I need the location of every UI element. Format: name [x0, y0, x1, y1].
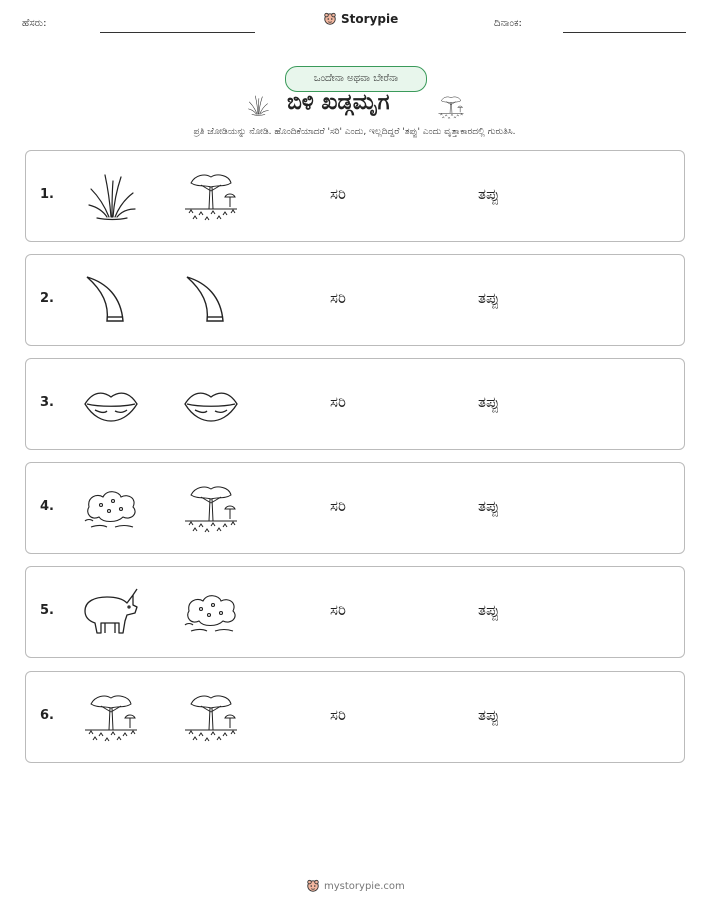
option-wrong[interactable]: ತಪ್ಪು — [478, 185, 500, 203]
savanna-icon — [436, 94, 466, 120]
lips-icon — [181, 377, 241, 431]
savanna-icon — [81, 690, 141, 744]
brand-name: Storypie — [341, 12, 399, 26]
question-number: 5. — [40, 603, 54, 618]
question-number: 4. — [40, 499, 54, 514]
lips-icon — [81, 377, 141, 431]
question-card — [25, 671, 685, 763]
rhino-icon — [81, 585, 141, 639]
option-wrong[interactable]: ತಪ್ಪು — [478, 601, 500, 619]
brand-logo — [323, 12, 398, 26]
savanna-icon — [181, 481, 241, 535]
question-card — [25, 462, 685, 554]
mud-puddle-icon — [181, 585, 241, 639]
question-card — [25, 150, 685, 242]
instructions: ಪ್ರತಿ ಜೋಡಿಯನ್ನು ನೋಡಿ. ಹೊಂದಿಕೆಯಾದರೆ 'ಸರಿ' ಎಂದು, ಇಲ್ಲದಿದ್ದರೆ 'ತಪ್ಪು' ಎಂದು ವೃತ್ತಾಕಾರದಲ್ಲಿ ಗುರುತಿಸಿ. — [193, 127, 516, 137]
option-wrong[interactable]: ತಪ್ಪು — [478, 289, 500, 307]
page-title: ಬಿಳಿ ಖಡ್ಗಮೃಗ — [287, 90, 390, 115]
footer-url: mystorypie.com — [324, 880, 405, 892]
savanna-icon — [181, 169, 241, 223]
worksheet-header — [0, 0, 709, 50]
title-row — [0, 90, 709, 122]
question-card — [25, 566, 685, 658]
question-card — [25, 254, 685, 346]
option-correct[interactable]: ಸರಿ — [330, 497, 346, 515]
date-field-line[interactable] — [563, 32, 686, 33]
option-correct[interactable]: ಸರಿ — [330, 393, 346, 411]
option-wrong[interactable]: ತಪ್ಪು — [478, 706, 500, 724]
option-wrong[interactable]: ತಪ್ಪು — [478, 393, 500, 411]
option-wrong[interactable]: ತಪ್ಪು — [478, 497, 500, 515]
date-label: ದಿನಾಂಕ: — [494, 18, 522, 29]
option-correct[interactable]: ಸರಿ — [330, 289, 346, 307]
option-correct[interactable]: ಸರಿ — [330, 185, 346, 203]
storypie-bear-icon — [306, 879, 320, 893]
mud-puddle-icon — [81, 481, 141, 535]
question-number: 3. — [40, 395, 54, 410]
grass-icon — [245, 90, 271, 120]
question-number: 6. — [40, 708, 54, 723]
horn-icon — [181, 273, 241, 327]
footer — [306, 879, 405, 893]
horn-icon — [81, 273, 141, 327]
question-card — [25, 358, 685, 450]
worksheet-type-badge: ಒಂದೇನಾ ಅಥವಾ ಬೇರೆನಾ — [285, 66, 427, 92]
option-correct[interactable]: ಸರಿ — [330, 706, 346, 724]
name-field-line[interactable] — [100, 32, 255, 33]
question-number: 1. — [40, 187, 54, 202]
savanna-icon — [181, 690, 241, 744]
storypie-bear-icon — [323, 12, 337, 26]
grass-icon — [81, 169, 141, 223]
question-number: 2. — [40, 291, 54, 306]
option-correct[interactable]: ಸರಿ — [330, 601, 346, 619]
name-label: ಹೆಸರು: — [22, 18, 47, 29]
